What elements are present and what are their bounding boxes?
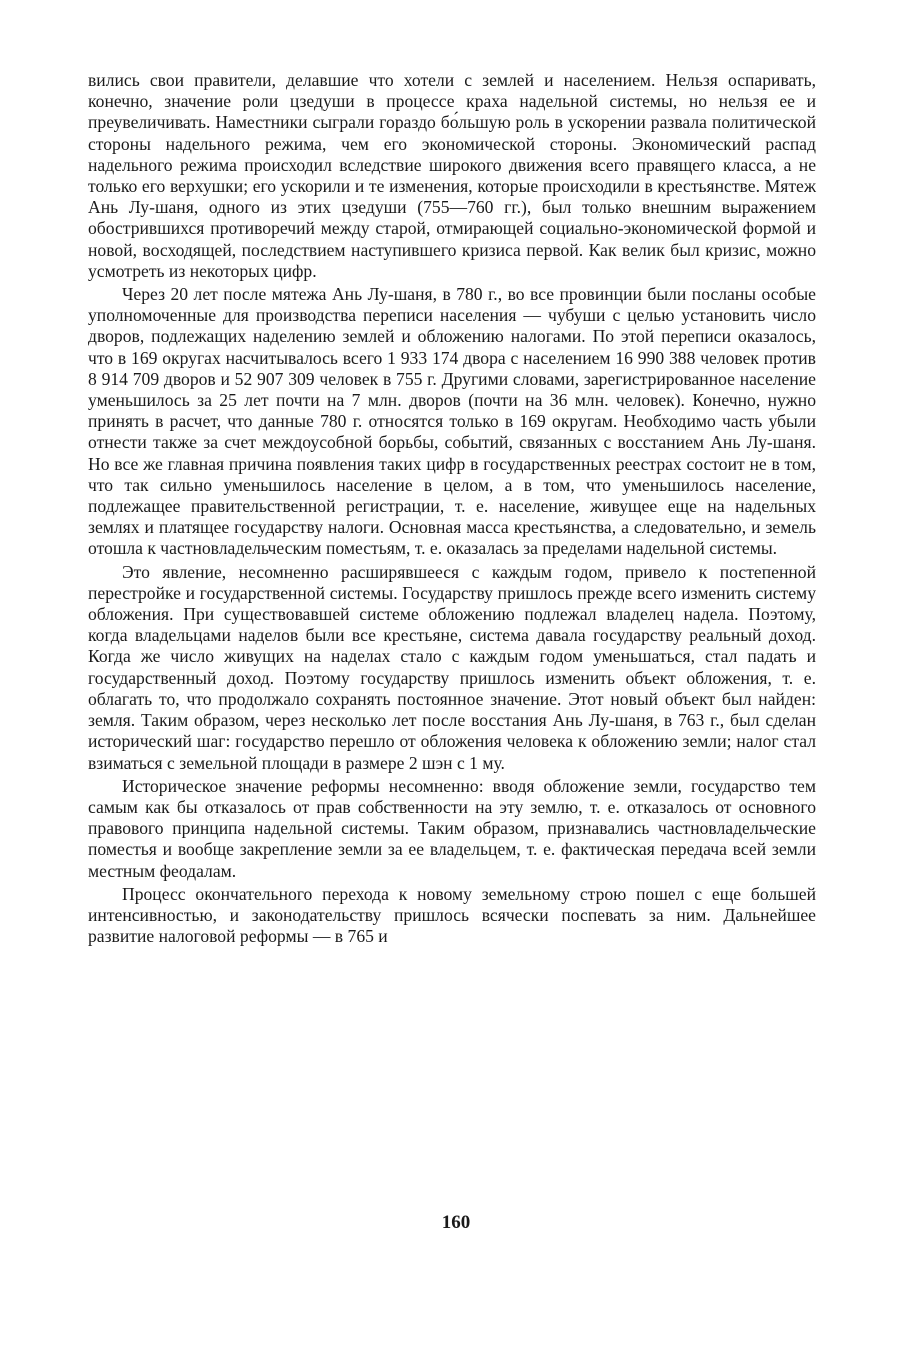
paragraph-3: Это явление, несомненно расширявшееся с каждым годом, привело к постепенной перестройке и государственной системы. Государству пришлось прежде всего изменить систему обложения. При существовавшей системе обложению подлежал владелец надела. Поэтому, когда владельцами наделов были все крестьяне, система давала государству реальный доход. Когда же число живущих на наделах стало с каждым годом уменьшаться, стал падать и государственный доход. Поэтому государству пришлось изменить объект обложения, т. е. облагать то, что продолжало сохранять постоянное значение. Этот новый объект был найден: земля. Таким образом, через несколько лет после восстания Ань Лу-шаня, в 763 г., был сделан исторический шаг: государство перешло от обложения человека к обложению земли; налог стал взиматься с земельной площади в размере 2 шэн с 1 му. (88, 561, 816, 773)
page-body (88, 70, 816, 947)
page-number: 160 (441, 1212, 471, 1233)
paragraph-5: Процесс окончательного перехода к новому земельному строю пошел с еще большей интенсивностью, и законодательству пришлось всячески поспевать за ним. Дальнейшее развитие налоговой реформы — в 765 и (88, 883, 816, 947)
paragraph-2: Через 20 лет после мятежа Ань Лу-шаня, в 780 г., во все провинции были посланы особые уполномоченные для производства переписи населения — чубуши с целью установить число дворов, подлежащих наделению землей и обложению налогами. По этой переписи оказалось, что в 169 округах насчитывалось всего 1 933 174 двора с населением 16 990 388 человек против 8 914 709 дворов и 52 907 309 человек в 755 г. Другими словами, зарегистрированное население уменьшилось за 25 лет почти на 7 млн. дворов (почти на 36 млн. человек). Конечно, нужно принять в расчет, что данные 780 г. относятся только в 169 округам. Необходимо часть убыли отнести также за счет междоусобной борьбы, событий, связанных с восстанием Ань Лу-шаня. Но все же главная причина появления таких цифр в государственных реестрах состоит не в том, что так сильно уменьшилось население в целом, а в том, что уменьшилось население, подлежащее правительственной регистрации, т. е. население, живущее еще на надельных землях и платящее государству налоги. Основная масса крестьянства, а следовательно, и земель отошла к частновладельческим поместьям, т. е. оказалась за пределами надельной системы. (88, 284, 816, 559)
paragraph-4: Историческое значение реформы несомненно: вводя обложение земли, государство тем самым как бы отказалось от прав собственности на эту землю, т. е. отказалось от основного правового принципа надельной системы. Таким образом, признавались частновладельческие поместья и вообще закрепление земли за ее владельцем, т. е. фактическая передача всей земли местным феодалам. (88, 775, 816, 881)
paragraph-1: вились свои правители, делавшие что хотели с землей и населением. Нельзя оспаривать, конечно, значение роли цзедуши в процессе краха надельной системы, но нельзя ее и преувеличивать. Наместники сыграли гораздо бо́льшую роль в ускорении развала политической стороны надельного режима, чем его экономической стороны. Экономический распад надельного режима происходил вследствие широкого движения всего правящего класса, а не только его верхушки; его ускорили и те изменения, которые происходили в крестьянстве. Мятеж Ань Лу-шаня, одного из этих цзедуши (755—760 гг.), был только внешним выражением обострившихся противоречий между старой, отмирающей социально-экономической формой и новой, восходящей, последствием наступившего кризиса первой. Как велик был кризис, можно усмотреть из некоторых цифр. (88, 70, 816, 281)
